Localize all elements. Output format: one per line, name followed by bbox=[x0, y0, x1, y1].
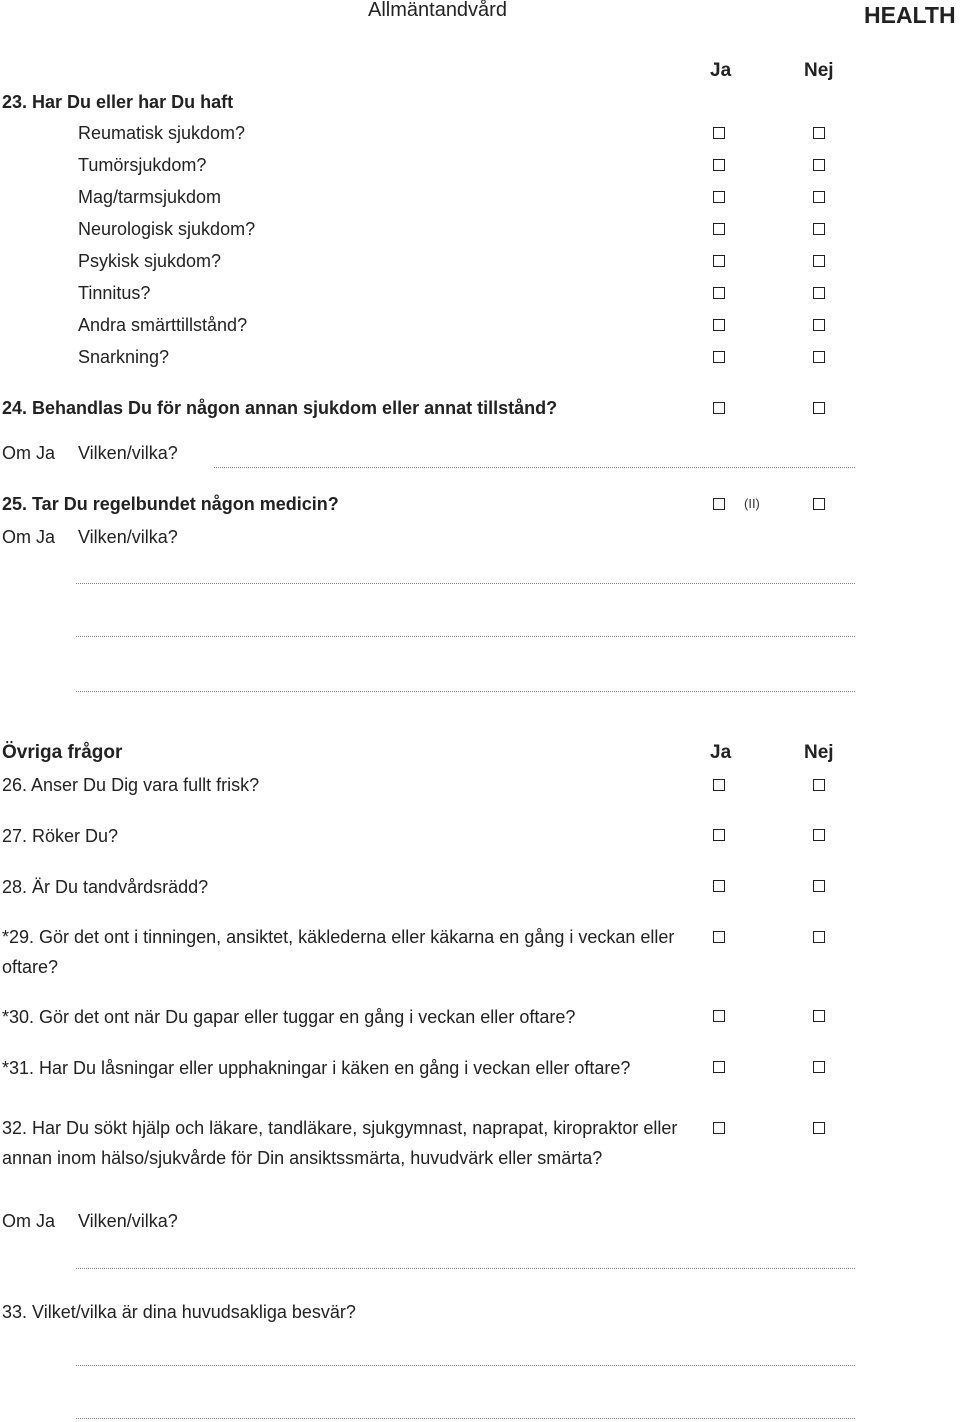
q23-psych-no-checkbox[interactable] bbox=[813, 255, 825, 267]
q23-item-neuro: Neurologisk sjukdom? bbox=[78, 219, 256, 239]
question-33: 33. Vilket/vilka är dina huvudsakliga besvär? bbox=[2, 1302, 356, 1322]
q32-answer-line[interactable] bbox=[76, 1268, 855, 1269]
q25-no-checkbox[interactable] bbox=[813, 498, 825, 510]
question-23-title: 23. Har Du eller har Du haft bbox=[2, 92, 234, 112]
q23-pain-no-checkbox[interactable] bbox=[813, 319, 825, 331]
q32-no-checkbox[interactable] bbox=[813, 1122, 825, 1134]
q32-if-yes-label: Om Ja bbox=[2, 1211, 56, 1231]
q23-item-gastro: Mag/tarmsjukdom bbox=[78, 187, 222, 207]
q25-yes-checkbox[interactable] bbox=[713, 498, 725, 510]
q23-tinnitus-yes-checkbox[interactable] bbox=[713, 287, 725, 299]
q23-pain-yes-checkbox[interactable] bbox=[713, 319, 725, 331]
q23-item-snoring: Snarkning? bbox=[78, 347, 170, 367]
q24-if-yes-label: Om Ja bbox=[2, 443, 56, 463]
section-heading-other: Övriga frågor bbox=[2, 742, 123, 763]
question-31: *31. Har Du låsningar eller upphakningar i käken en gång i veckan eller oftare? bbox=[2, 1058, 631, 1078]
question-25-title: 25. Tar Du regelbundet någon medicin? bbox=[2, 494, 339, 514]
question-27: 27. Röker Du? bbox=[2, 826, 119, 846]
question-28: 28. Är Du tandvårdsrädd? bbox=[2, 877, 209, 897]
q25-answer-line-3[interactable] bbox=[76, 691, 855, 692]
q31-no-checkbox[interactable] bbox=[813, 1061, 825, 1073]
q23-item-tinnitus: Tinnitus? bbox=[78, 283, 151, 303]
q32-which-label: Vilken/vilka? bbox=[78, 1211, 178, 1231]
q26-no-checkbox[interactable] bbox=[813, 779, 825, 791]
q25-marker: (II) bbox=[744, 496, 760, 511]
q29-yes-checkbox[interactable] bbox=[713, 931, 725, 943]
column-yes-label: Ja bbox=[710, 60, 732, 81]
q33-answer-line-2[interactable] bbox=[76, 1418, 855, 1419]
brand-label: HEALTH bbox=[864, 2, 956, 28]
q24-answer-line[interactable] bbox=[214, 467, 855, 468]
question-30: *30. Gör det ont när Du gapar eller tuggar en gång i veckan eller oftare? bbox=[2, 1007, 576, 1027]
q23-tumor-no-checkbox[interactable] bbox=[813, 159, 825, 171]
q27-no-checkbox[interactable] bbox=[813, 829, 825, 841]
question-26: 26. Anser Du Dig vara fullt frisk? bbox=[2, 775, 260, 795]
q23-gastro-no-checkbox[interactable] bbox=[813, 191, 825, 203]
q23-rheumatic-no-checkbox[interactable] bbox=[813, 127, 825, 139]
q23-snoring-yes-checkbox[interactable] bbox=[713, 351, 725, 363]
question-29: *29. Gör det ont i tinningen, ansiktet, käklederna eller käkarna en gång i veckan eller oftare? bbox=[2, 927, 675, 977]
q24-which-label: Vilken/vilka? bbox=[78, 443, 178, 463]
q23-tinnitus-no-checkbox[interactable] bbox=[813, 287, 825, 299]
q23-neuro-yes-checkbox[interactable] bbox=[713, 223, 725, 235]
q32-yes-checkbox[interactable] bbox=[713, 1122, 725, 1134]
q28-no-checkbox[interactable] bbox=[813, 880, 825, 892]
q23-item-pain: Andra smärttillstånd? bbox=[78, 315, 248, 335]
q26-yes-checkbox[interactable] bbox=[713, 779, 725, 791]
page-title: Allmäntandvård bbox=[368, 0, 507, 21]
q24-yes-checkbox[interactable] bbox=[713, 402, 725, 414]
q30-no-checkbox[interactable] bbox=[813, 1010, 825, 1022]
q31-yes-checkbox[interactable] bbox=[713, 1061, 725, 1073]
q29-no-checkbox[interactable] bbox=[813, 931, 825, 943]
q23-snoring-no-checkbox[interactable] bbox=[813, 351, 825, 363]
q30-yes-checkbox[interactable] bbox=[713, 1010, 725, 1022]
q25-if-yes-label: Om Ja bbox=[2, 527, 56, 547]
column-no-label: Nej bbox=[804, 60, 834, 81]
question-32: 32. Har Du sökt hjälp och läkare, tandläkare, sjukgymnast, naprapat, kiropraktor eller annan inom hälso/sjukvårde för Din ansiktssmärta, huvudvärk eller smärta? bbox=[2, 1118, 678, 1168]
q33-answer-line-1[interactable] bbox=[76, 1365, 855, 1366]
q23-neuro-no-checkbox[interactable] bbox=[813, 223, 825, 235]
q23-rheumatic-yes-checkbox[interactable] bbox=[713, 127, 725, 139]
q23-item-tumor: Tumörsjukdom? bbox=[78, 155, 207, 175]
q23-tumor-yes-checkbox[interactable] bbox=[713, 159, 725, 171]
q25-which-label: Vilken/vilka? bbox=[78, 527, 178, 547]
q25-answer-line-1[interactable] bbox=[76, 583, 855, 584]
q23-item-rheumatic: Reumatisk sjukdom? bbox=[78, 123, 246, 143]
column-yes-label-2: Ja bbox=[710, 742, 732, 763]
q23-gastro-yes-checkbox[interactable] bbox=[713, 191, 725, 203]
question-24-title: 24. Behandlas Du för någon annan sjukdom eller annat tillstånd? bbox=[2, 398, 558, 418]
q24-no-checkbox[interactable] bbox=[813, 402, 825, 414]
q28-yes-checkbox[interactable] bbox=[713, 880, 725, 892]
column-no-label-2: Nej bbox=[804, 742, 834, 763]
q23-psych-yes-checkbox[interactable] bbox=[713, 255, 725, 267]
q27-yes-checkbox[interactable] bbox=[713, 829, 725, 841]
q23-item-psych: Psykisk sjukdom? bbox=[78, 251, 222, 271]
q25-answer-line-2[interactable] bbox=[76, 636, 855, 637]
